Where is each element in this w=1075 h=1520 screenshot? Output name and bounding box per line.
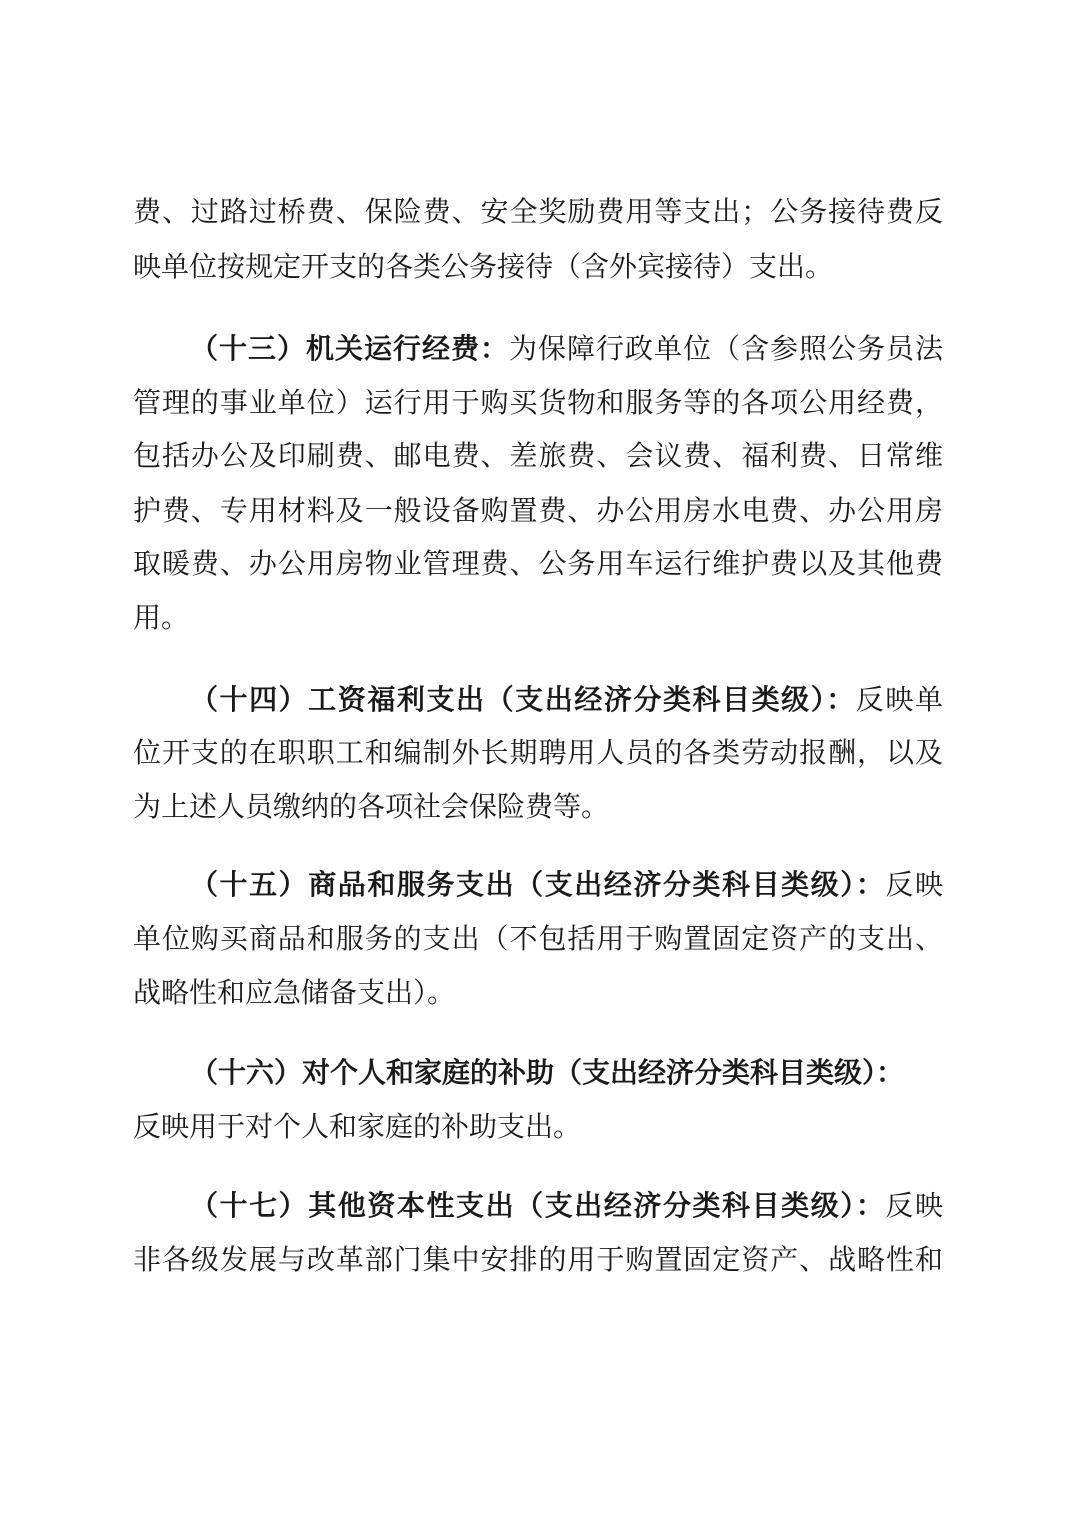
- section-15-first-line: [190, 865, 943, 905]
- paragraph-line: 战略性和应急储备支出）。: [133, 976, 456, 1009]
- paragraph-line: 映单位按规定开支的各类公务接待（含外宾接待）支出。: [133, 250, 834, 283]
- paragraph-line: 非各级发展与改革部门集中安排的用于购置固定资产、战略性和: [133, 1243, 943, 1276]
- paragraph-line: 护费、专用材料及一般设备购置费、办公用房水电费、办公用房: [133, 494, 943, 527]
- paragraph-line: 单位购买商品和服务的支出（不包括用于购置固定资产的支出、: [133, 922, 943, 955]
- paragraph-line: 反映用于对个人和家庭的补助支出。: [133, 1110, 582, 1143]
- paragraph-line: 用。: [133, 601, 190, 634]
- paragraph-line: 为上述人员缴纳的各项社会保险费等。: [133, 790, 610, 823]
- section-17-first-line: [190, 1186, 943, 1226]
- section-heading: （十五）商品和服务支出（支出经济分类科目类级）：: [190, 868, 886, 901]
- section-heading: （十四）工资福利支出（支出经济分类科目类级）：: [190, 683, 856, 716]
- section-heading: （十三）机关运行经费：: [190, 332, 509, 365]
- paragraph-line: 取暖费、办公用房物业管理费、公务用车运行维护费以及其他费: [133, 547, 943, 580]
- section-heading: （十七）其他资本性支出（支出经济分类科目类级）：: [190, 1189, 886, 1222]
- section-16-first-line: [190, 1053, 943, 1093]
- paragraph-line: 位开支的在职职工和编制外长期聘用人员的各类劳动报酬，以及: [133, 736, 943, 769]
- section-body: 反映单: [855, 683, 943, 716]
- section-13-first-line: [190, 329, 943, 369]
- section-14-first-line: [190, 680, 943, 720]
- paragraph-line: 费、过路过桥费、保险费、安全奖励费用等支出；公务接待费反: [133, 195, 943, 228]
- paragraph-line: 包括办公及印刷费、邮电费、差旅费、会议费、福利费、日常维: [133, 439, 943, 472]
- section-body: 为保障行政单位（含参照公务员法: [509, 332, 943, 365]
- paragraph-line: 管理的事业单位）运行用于购买货物和服务等的各项公用经费，: [133, 386, 943, 419]
- section-body: 反映: [885, 868, 943, 901]
- section-body: 反映: [885, 1189, 943, 1222]
- section-heading: （十六）对个人和家庭的补助（支出经济分类科目类级）：: [190, 1056, 905, 1089]
